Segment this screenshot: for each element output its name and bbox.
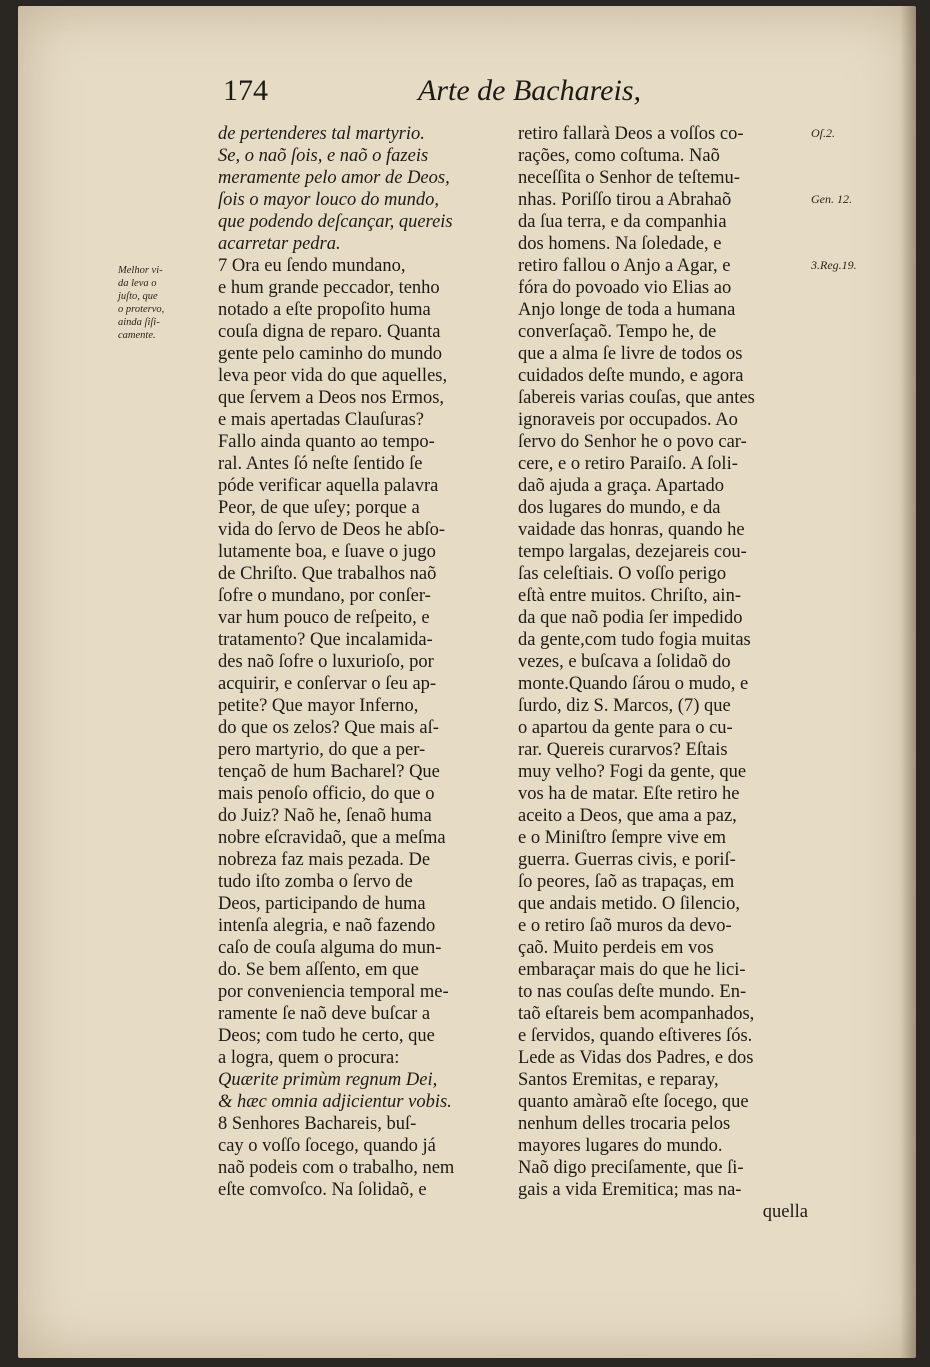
margin-note-line: da leva o xyxy=(118,278,157,289)
margin-note-line: camente. xyxy=(118,330,156,341)
text-line: leva peor vida do que aquelles, xyxy=(218,366,448,386)
margin-note-line: Melhor vi- xyxy=(118,265,163,276)
text-line: tudo iſto zomba o ſervo de xyxy=(218,872,413,892)
text-line: ſofre o mundano, por conſer- xyxy=(218,586,431,606)
text-line: que andais metido. O ſilencio, xyxy=(518,894,740,914)
text-line: couſa digna de reparo. Quanta xyxy=(218,322,441,342)
text-line: mayores lugares do mundo. xyxy=(518,1136,723,1156)
text-line: rações, como coſtuma. Naõ xyxy=(518,146,720,166)
text-line: ſas celeſtiais. O voſſo perigo xyxy=(518,564,727,584)
text-line: ſo peores, ſaõ as trapaças, em xyxy=(518,872,735,892)
text-line: to nas couſas deſte mundo. En- xyxy=(518,982,747,1002)
text-line: cay o voſſo ſocego, quando já xyxy=(218,1136,436,1156)
text-line: nobreza faz mais pezada. De xyxy=(218,850,431,870)
text-line: cere, e o retiro Paraiſo. A ſoli- xyxy=(518,454,738,474)
text-line: e hum grande peccador, tenho xyxy=(218,278,440,298)
text-line: Peor, de que uſey; porque a xyxy=(218,498,420,518)
text-line: nhas. Poriſſo tirou a Abrahaõ xyxy=(518,190,732,210)
margin-note-line: o protervo, xyxy=(118,304,165,315)
text-line: 7 Ora eu ſendo mundano, xyxy=(218,256,406,276)
text-line: naõ podeis com o trabalho, nem xyxy=(218,1158,455,1178)
text-line: acquirir, e conſervar o ſeu ap- xyxy=(218,674,437,694)
text-line: Fallo ainda quanto ao tempo- xyxy=(218,432,435,452)
text-line: 8 Senhores Bachareis, buſ- xyxy=(218,1114,417,1134)
margin-note-line: juſto, que xyxy=(118,291,158,302)
text-line: ſabereis varias couſas, que antes xyxy=(518,388,755,408)
text-line: rar. Quereis curarvos? Eſtais xyxy=(518,740,728,760)
text-line: neceſſita o Senhor de teſtemu- xyxy=(518,168,740,188)
text-line: retiro fallarà Deos a voſſos co- xyxy=(518,124,744,144)
text-line: que ſervem a Deos nos Ermos, xyxy=(218,388,445,408)
margin-reference: 3.Reg.19. xyxy=(811,258,857,272)
text-line: quanto amàraõ eſte ſocego, que xyxy=(518,1092,749,1112)
text-line: do Juiz? Naõ he, ſenaõ huma xyxy=(218,806,432,826)
text-line: converſaçaõ. Tempo he, de xyxy=(518,322,717,342)
text-line: que podendo deſcançar, quereis xyxy=(218,212,453,232)
text-line: do que os zelos? Que mais aſ- xyxy=(218,718,439,738)
text-line: daõ ajuda a graça. Apartado xyxy=(518,476,724,496)
text-line: muy velho? Fogi da gente, que xyxy=(518,762,747,782)
text-line: & hæc omnia adjicientur vobis. xyxy=(218,1092,452,1112)
text-line: nenhum delles trocaria pelos xyxy=(518,1114,731,1134)
text-line: e ſervidos, quando eſtiveres ſós. xyxy=(518,1026,753,1046)
text-line: e o Miniſtro ſempre vive em xyxy=(518,828,727,848)
margin-note-line: ainda ſiſi- xyxy=(118,317,160,328)
text-line: Quærite primùm regnum Dei, xyxy=(218,1070,438,1090)
text-line: gais a vida Eremitica; mas na- xyxy=(518,1180,742,1200)
text-line: da que naõ podia ſer impedido xyxy=(518,608,743,628)
text-line: vaidade das honras, quando he xyxy=(518,520,745,540)
text-line: ſervo do Senhor he o povo car- xyxy=(518,432,747,452)
text-line: vos ha de matar. Eſte retiro he xyxy=(518,784,740,804)
text-line: fóra do povoado vio Elias ao xyxy=(518,278,732,298)
text-line: caſo de couſa alguma do mun- xyxy=(218,938,442,958)
text-line: por conveniencia temporal me- xyxy=(218,982,449,1002)
right-text-column xyxy=(518,123,808,1223)
running-title: Arte de Bachareis, xyxy=(418,74,641,107)
text-line: des naõ ſofre o luxurioſo, por xyxy=(218,652,434,672)
text-line: vezes, e buſcava a ſolidaõ do xyxy=(518,652,731,672)
text-line: o apartou da gente para o cu- xyxy=(518,718,733,738)
text-line: taõ eſtareis bem acompanhados, xyxy=(518,1004,755,1024)
text-line: ignoraveis por occupados. Ao xyxy=(518,410,738,430)
text-line: e o retiro ſaõ muros da devo- xyxy=(518,916,732,936)
text-line: eſte comvoſco. Na ſolidaõ, e xyxy=(218,1180,427,1200)
text-line: acarretar pedra. xyxy=(218,234,341,254)
text-line: Naõ digo preciſamente, que ſi- xyxy=(518,1158,744,1178)
text-line: do. Se bem aſſento, em que xyxy=(218,960,419,980)
text-line: a logra, quem o procura: xyxy=(218,1048,400,1068)
text-line: ral. Antes ſó neſte ſentido ſe xyxy=(218,454,423,474)
text-line: lutamente boa, e ſuave o jugo xyxy=(218,542,436,562)
text-line: retiro fallou o Anjo a Agar, e xyxy=(518,256,731,276)
text-line: ramente ſe naõ deve buſcar a xyxy=(218,1004,431,1024)
text-line: çaõ. Muito perdeis em vos xyxy=(518,938,714,958)
text-line: meramente pelo amor de Deos, xyxy=(218,168,450,188)
text-line: Anjo longe de toda a humana xyxy=(518,300,736,320)
text-line: e mais apertadas Clauſuras? xyxy=(218,410,424,430)
text-line: da ſua terra, e da companhia xyxy=(518,212,727,232)
text-line: póde verificar aquella palavra xyxy=(218,476,439,496)
catchword: quella xyxy=(762,1202,808,1222)
text-line: embaraçar mais do que he lici- xyxy=(518,960,746,980)
text-line: guerra. Guerras civis, e poriſ- xyxy=(518,850,736,870)
text-line: nobre eſcravidaõ, que a meſma xyxy=(218,828,446,848)
margin-reference: Gen. 12. xyxy=(811,192,852,206)
text-line: de Chriſto. Que trabalhos naõ xyxy=(218,564,437,584)
text-line: ſois o mayor louco do mundo, xyxy=(218,190,439,210)
text-line: dos homens. Na ſoledade, e xyxy=(518,234,722,254)
text-line: Lede as Vidas dos Padres, e dos xyxy=(518,1048,754,1068)
text-line: notado a eſte propoſito huma xyxy=(218,300,431,320)
text-line: tençaõ de hum Bacharel? Que xyxy=(218,762,440,782)
page-header xyxy=(18,74,916,114)
text-line: tempo largalas, dezejareis cou- xyxy=(518,542,747,562)
text-line: Deos, participando de huma xyxy=(218,894,426,914)
text-line: da gente,com tudo fogia muitas xyxy=(518,630,751,650)
text-line: cuidados deſte mundo, e agora xyxy=(518,366,744,386)
book-page xyxy=(18,6,916,1358)
text-line: eſtà entre muitos. Chriſto, ain- xyxy=(518,586,741,606)
text-line: gente pelo caminho do mundo xyxy=(218,344,443,364)
text-line: de pertenderes tal martyrio. xyxy=(218,124,425,144)
text-line: vida do ſervo de Deos he abſo- xyxy=(218,520,446,540)
text-line: pero martyrio, do que a per- xyxy=(218,740,426,760)
text-line: mais penoſo officio, do que o xyxy=(218,784,435,804)
left-margin-note xyxy=(118,264,214,342)
text-line: Santos Eremitas, e reparay, xyxy=(518,1070,719,1090)
text-line: Deos; com tudo he certo, que xyxy=(218,1026,435,1046)
text-line: Se, o naõ ſois, e naõ o fazeis xyxy=(218,146,429,166)
text-line: monte.Quando ſárou o mudo, e xyxy=(518,674,749,694)
page-number: 174 xyxy=(223,74,268,107)
text-line: ſurdo, diz S. Marcos, (7) que xyxy=(518,696,731,716)
text-line: aceito a Deos, que ama a paz, xyxy=(518,806,737,826)
text-line: intenſa alegria, e naõ fazendo xyxy=(218,916,436,936)
text-line: petite? Que mayor Inferno, xyxy=(218,696,419,716)
text-line: var hum pouco de reſpeito, e xyxy=(218,608,430,628)
text-line: dos lugares do mundo, e da xyxy=(518,498,721,518)
text-line: tratamento? Que incalamida- xyxy=(218,630,433,650)
left-text-column xyxy=(218,123,508,1201)
margin-reference: Oſ.2. xyxy=(811,126,835,140)
text-line: que a alma ſe livre de todos os xyxy=(518,344,743,364)
